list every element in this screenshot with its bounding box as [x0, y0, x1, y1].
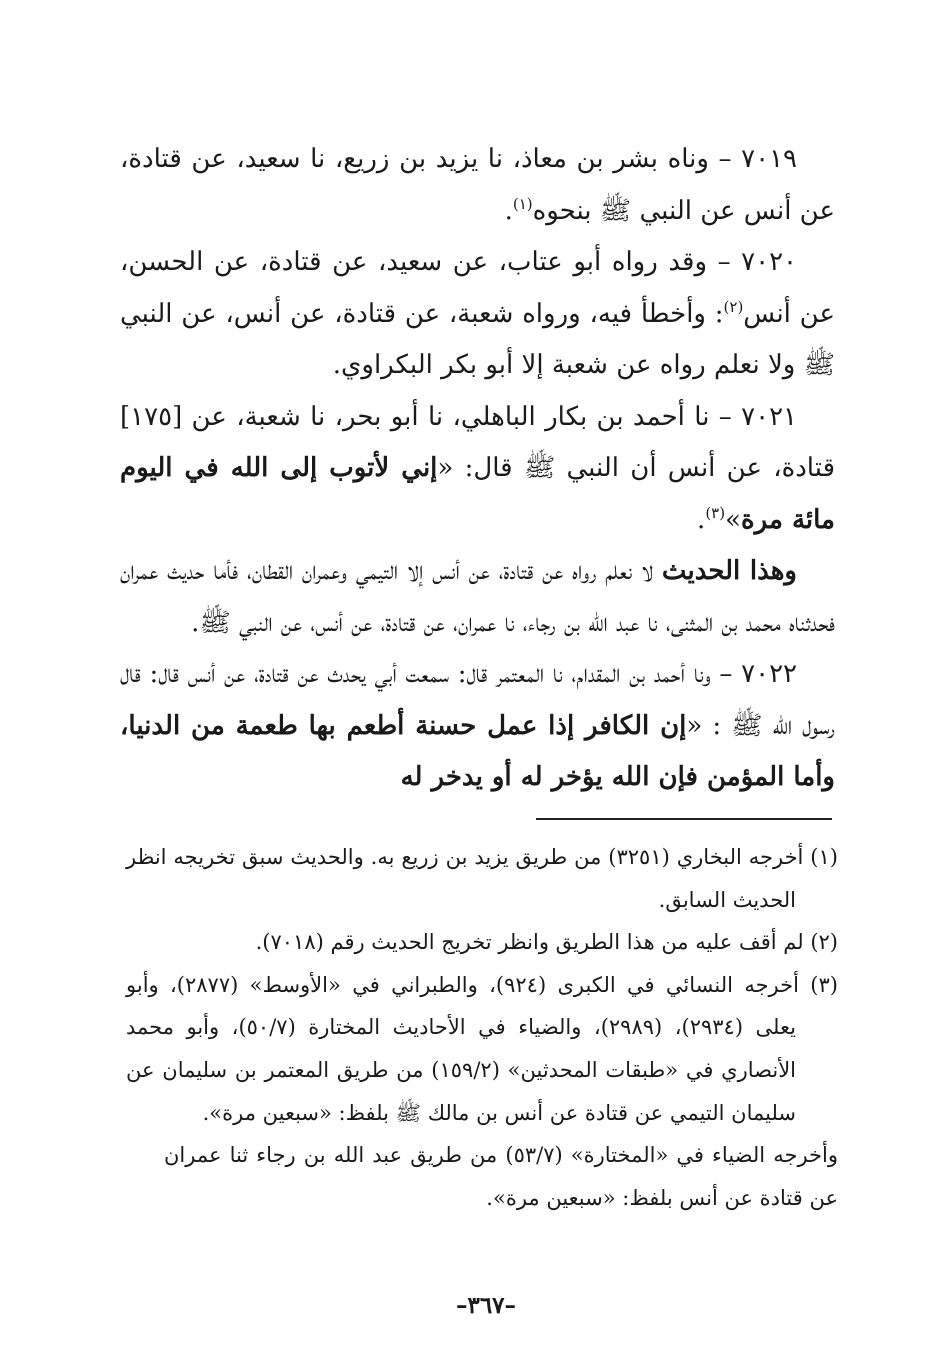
footnote-ref-2[interactable]: (٢): [723, 297, 744, 316]
footnote-1: (١) أخرجه البخاري (٣٢٥١) من طريق يزيد بن زريع به. والحديث سبق تخريجه انظر الحديث السابق.: [126, 845, 838, 912]
main-text: [120, 134, 835, 804]
text-segment: : وأخطأ فيه، ورواه شعبة، عن قتادة، عن أنس، عن النبي ﷺ ولا نعلم رواه عن شعبة إلا أبو بكر البكراوي.: [120, 298, 835, 380]
text-segment: ٧٠٢١ – نا أحمد بن بكار الباهلي، نا أبو بحر، نا شعبة، عن [١٧٥] قتادة، عن أنس أن النبي ﷺ قال: «: [120, 401, 835, 483]
footnotes: [126, 836, 838, 1219]
text-segment: ٧٠٢٠ – وقد رواه أبو عتاب، عن سعيد، عن قتادة، عن الحسن، عن أنس: [120, 247, 835, 329]
text-segment: »: [725, 504, 742, 535]
text-segment: ٧٠٢٢ – ونا أحمد بن المقدام، نا المعتمر قال: سمعت أبي يحدث عن قتادة، عن أنس قال: قال رسول الله ﷺ : «: [120, 659, 836, 741]
text-segment: .: [697, 504, 706, 535]
text-segment: لا نعلم رواه عن قتادة، عن أنس إلا التيمي وعمران القطان، فأما حديث عمران فحدثناه محمد بن المثنى، نا عبد الله بن رجاء، نا عمران، عن قتادة، عن أنس، عن النبي ﷺ.: [120, 556, 835, 638]
footnote-3-continuation: وأخرجه الضياء في «المختارة» (٥٣/٧) من طريق عبد الله بن رجاء ثنا عمران عن قتادة عن أنس بلفظ: «سبعين مرة».: [164, 1143, 838, 1210]
text-segment: ٧٠١٩ – وناه بشر بن معاذ، نا يزيد بن زريع، نا سعيد، عن قتادة، عن أنس عن النبي ﷺ بنحوه: [120, 144, 835, 226]
footnote-2: (٢) لم أقف عليه من هذا الطريق وانظر تخريج الحديث رقم (٧٠١٨).: [255, 930, 838, 955]
hadith-text-bold: إن الكافر إذا عمل حسنة أطعم بها طعمة من الدنيا، وأما المؤمن فإن الله يؤخر له أو يدخر له: [120, 710, 835, 792]
paragraph-7020: [120, 237, 835, 392]
commentary-lead-bold: وهذا الحديث: [661, 556, 797, 586]
page-number: –٣٦٧–: [455, 1292, 517, 1319]
footnote-separator: [536, 818, 832, 820]
paragraph-commentary: [120, 546, 835, 649]
text-segment: .: [504, 195, 513, 226]
hadith-text-bold: إني لأتوب إلى الله في اليوم مائة مرة: [120, 453, 835, 535]
paragraph-7019: [120, 134, 835, 237]
paragraph-7021: [120, 392, 835, 547]
paragraph-7022: [120, 649, 835, 804]
footnote-ref-1[interactable]: (١): [512, 194, 533, 213]
footnote-ref-3[interactable]: (٣): [705, 503, 726, 522]
footnote-3: (٣) أخرجه النسائي في الكبرى (٩٢٤)، والطبراني في «الأوسط» (٢٨٧٧)، وأبو يعلى (٢٩٣٤)، (٢٩٨٩)، والضياء في الأحاديث المختارة (٥٠/٧)، وأبو محمد الأنصاري في «طبقات المحدثين» (١٥٩/٢) من طريق المعتمر بن سليمان عن سليمان التيمي عن قتادة عن أنس بن مالك ﷺ بلفظ: «سبعين مرة».: [126, 972, 838, 1125]
